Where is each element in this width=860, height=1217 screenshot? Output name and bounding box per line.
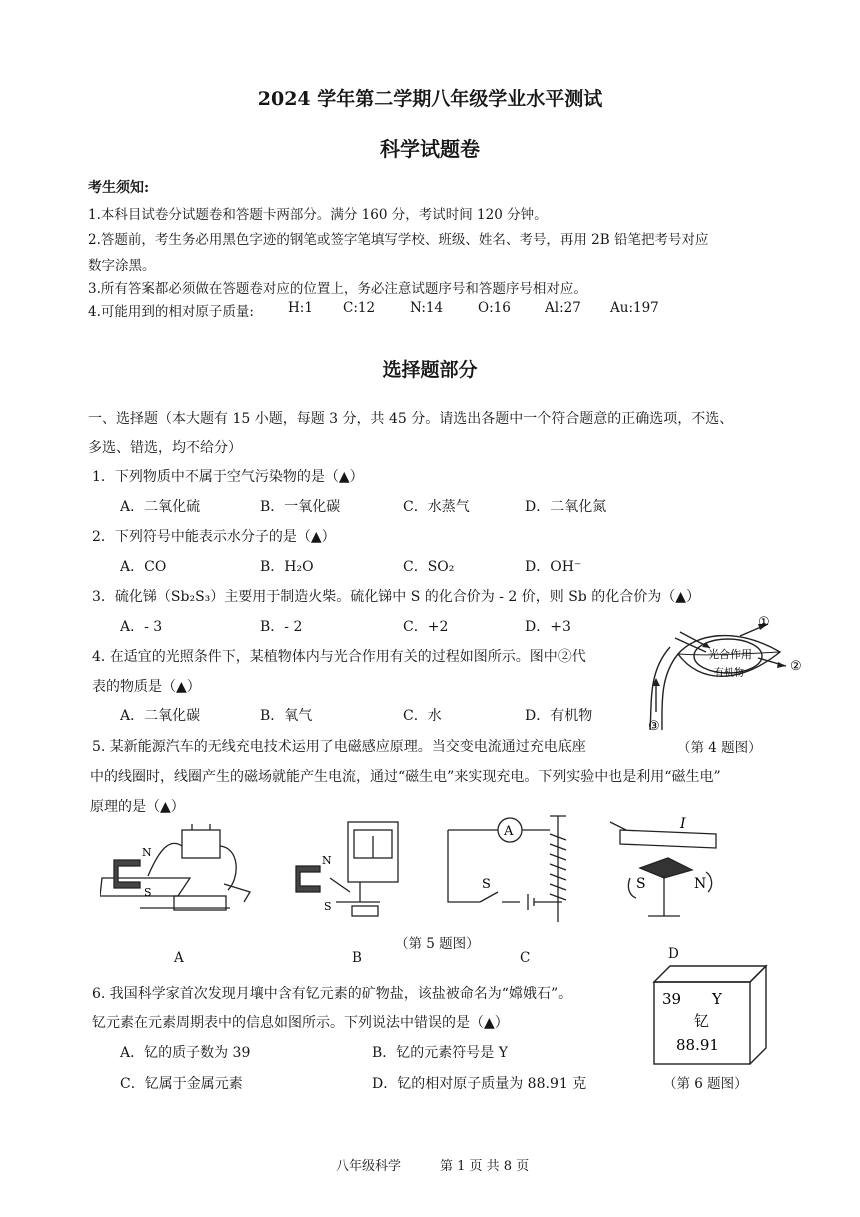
q1-option-a: A．二氧化硫 (120, 499, 201, 515)
q1-option-d: D．二氧化氮 (525, 499, 607, 515)
q5b-pole-n: N (322, 854, 332, 867)
q3-option-b: B．- 2 (260, 619, 303, 635)
q6-option-c: C．钇属于金属元素 (120, 1076, 243, 1092)
atomic-mass-au: Au:197 (610, 300, 659, 316)
battery-icon (182, 830, 220, 858)
q5-stem-line2: 中的线圈时，线圈产生的磁场就能产生电流，通过“磁生电”来实现充电。下列实验中也是利用“磁生电” (90, 769, 721, 785)
q3-stem: 3．硫化锑（Sb₂S₃）主要用于制造火柴。硫化锑中 S 的化合价为 - 2 价，则 Sb 的化合价为（▲） (92, 589, 700, 605)
q4-leaf-figure (640, 612, 810, 732)
q1-option-c: C．水蒸气 (403, 499, 470, 515)
q5b-pole-s: S (324, 900, 332, 913)
q2-option-a: A．CO (120, 559, 167, 575)
q4-option-c: C．水 (403, 708, 442, 724)
q5d-pole-n: N (694, 876, 707, 892)
q4-option-a: A．二氧化碳 (120, 708, 201, 724)
q5-figure-b (290, 818, 430, 928)
switch-icon (480, 892, 498, 902)
q6-option-a: A．钇的质子数为 39 (120, 1045, 251, 1061)
q4-stem-line2: 表的物质是（▲） (92, 679, 201, 695)
q5-figure-d (600, 808, 740, 926)
plant-stem (650, 647, 670, 730)
q6-option-d: D．钇的相对原子质量为 88.91 克 (372, 1076, 587, 1092)
notice-item-2: 2.答题前，考生务必用黑色字迹的钢笔或签字笔填写学校、班级、姓名、考号，再用 2B 铅笔把考号对应 (88, 232, 709, 248)
notice-item-4: 4.可能用到的相对原子质量: (88, 304, 254, 320)
footer-page: 第 1 页 共 8 页 (440, 1159, 530, 1174)
q5a-pole-s: S (144, 886, 152, 899)
element-mass: 88.91 (676, 1036, 719, 1054)
element-symbol: Y (712, 990, 722, 1008)
section-intro-line2: 多选、错选，均不给分） (88, 440, 242, 456)
q4-stem-line1: 4. 在适宜的光照条件下，某植物体内与光合作用有关的过程如图所示。图中②代 (92, 649, 586, 665)
section-intro-line1: 一、选择题（本大题有 15 小题，每题 3 分，共 45 分。请选出各题中一个符合题意的正确选项，不选、 (88, 411, 734, 427)
atomic-mass-al: Al:27 (545, 300, 581, 316)
q6-option-b: B．钇的元素符号是 Y (372, 1045, 508, 1061)
q5-figure-c (440, 810, 580, 930)
q2-stem: 2．下列符号中能表示水分子的是（▲） (92, 529, 336, 545)
q3-option-d: D．+3 (525, 619, 571, 635)
q5-label-b: B (352, 950, 362, 966)
q6-element-cell (650, 962, 770, 1066)
ammeter-label: A (504, 824, 514, 839)
atomic-mass-o: O:16 (478, 300, 511, 316)
q4-process-label: 光合作用 (708, 648, 752, 661)
q3-option-c: C．+2 (403, 619, 449, 635)
atomic-mass-h: H:1 (288, 300, 313, 316)
notice-item-2-cont: 数字涂黑。 (88, 258, 156, 274)
q4-label-2: ② (790, 659, 802, 674)
q4-label-1: ① (758, 615, 770, 630)
q6-caption: （第 6 题图） (663, 1076, 748, 1092)
q6-stem-line1: 6. 我国科学家首次发现月壤中含有钇元素的矿物盐，该盐被命名为“嫦娥石”。 (92, 986, 573, 1002)
q5d-pole-s: S (636, 876, 646, 892)
paper-subtitle: 科学试题卷 (380, 137, 480, 161)
q5-label-d: D (668, 946, 679, 962)
q5-figure-a (100, 818, 270, 928)
q4-caption: （第 4 题图） (677, 740, 762, 756)
notice-item-3: 3.所有答案都必须做在答题卷对应的位置上，务必注意试题序号和答题序号相对应。 (88, 281, 587, 297)
current-label: I (680, 816, 686, 832)
q2-option-b: B．H₂O (260, 559, 314, 575)
atomic-mass-c: C:12 (343, 300, 376, 316)
wire-icon (620, 830, 716, 848)
q1-option-b: B．一氧化碳 (260, 499, 341, 515)
q4-product-label: 有机物 (714, 668, 744, 679)
element-name: 钇 (694, 1012, 710, 1030)
element-number: 39 (662, 990, 682, 1008)
compass-needle-icon (640, 858, 692, 878)
atomic-mass-n: N:14 (410, 300, 444, 316)
footer-subject: 八年级科学 (336, 1159, 402, 1174)
notice-item-1: 1.本科目试卷分试题卷和答题卡两部分。满分 160 分，考试时间 120 分钟。 (88, 207, 548, 223)
q5-label-a: A (174, 950, 184, 966)
exam-title: 2024 学年第二学期八年级学业水平测试 (257, 88, 603, 110)
q5a-pole-n: N (142, 846, 152, 859)
q1-stem: 1．下列物质中不属于空气污染物的是（▲） (92, 469, 364, 485)
q4-label-3: ③ (648, 719, 660, 732)
q5-label-c: C (520, 950, 531, 966)
q5-stem-line3: 原理的是（▲） (90, 799, 185, 815)
q4-option-d: D．有机物 (525, 708, 593, 724)
q4-option-b: B．氧气 (260, 708, 313, 724)
q5c-switch-label: S (482, 877, 491, 892)
q2-option-c: C．SO₂ (403, 559, 455, 575)
q5-stem-line1: 5. 某新能源汽车的无线充电技术运用了电磁感应原理。当交变电流通过充电底座 (92, 739, 586, 755)
q6-stem-line2: 钇元素在元素周期表中的信息如图所示。下列说法中错误的是（▲） (92, 1015, 509, 1031)
q5-caption: （第 5 题图） (395, 936, 480, 952)
section-title: 选择题部分 (382, 359, 478, 381)
q2-option-d: D．OH⁻ (525, 559, 582, 575)
q3-option-a: A．- 3 (120, 619, 163, 635)
notice-heading: 考生须知: (88, 180, 150, 196)
